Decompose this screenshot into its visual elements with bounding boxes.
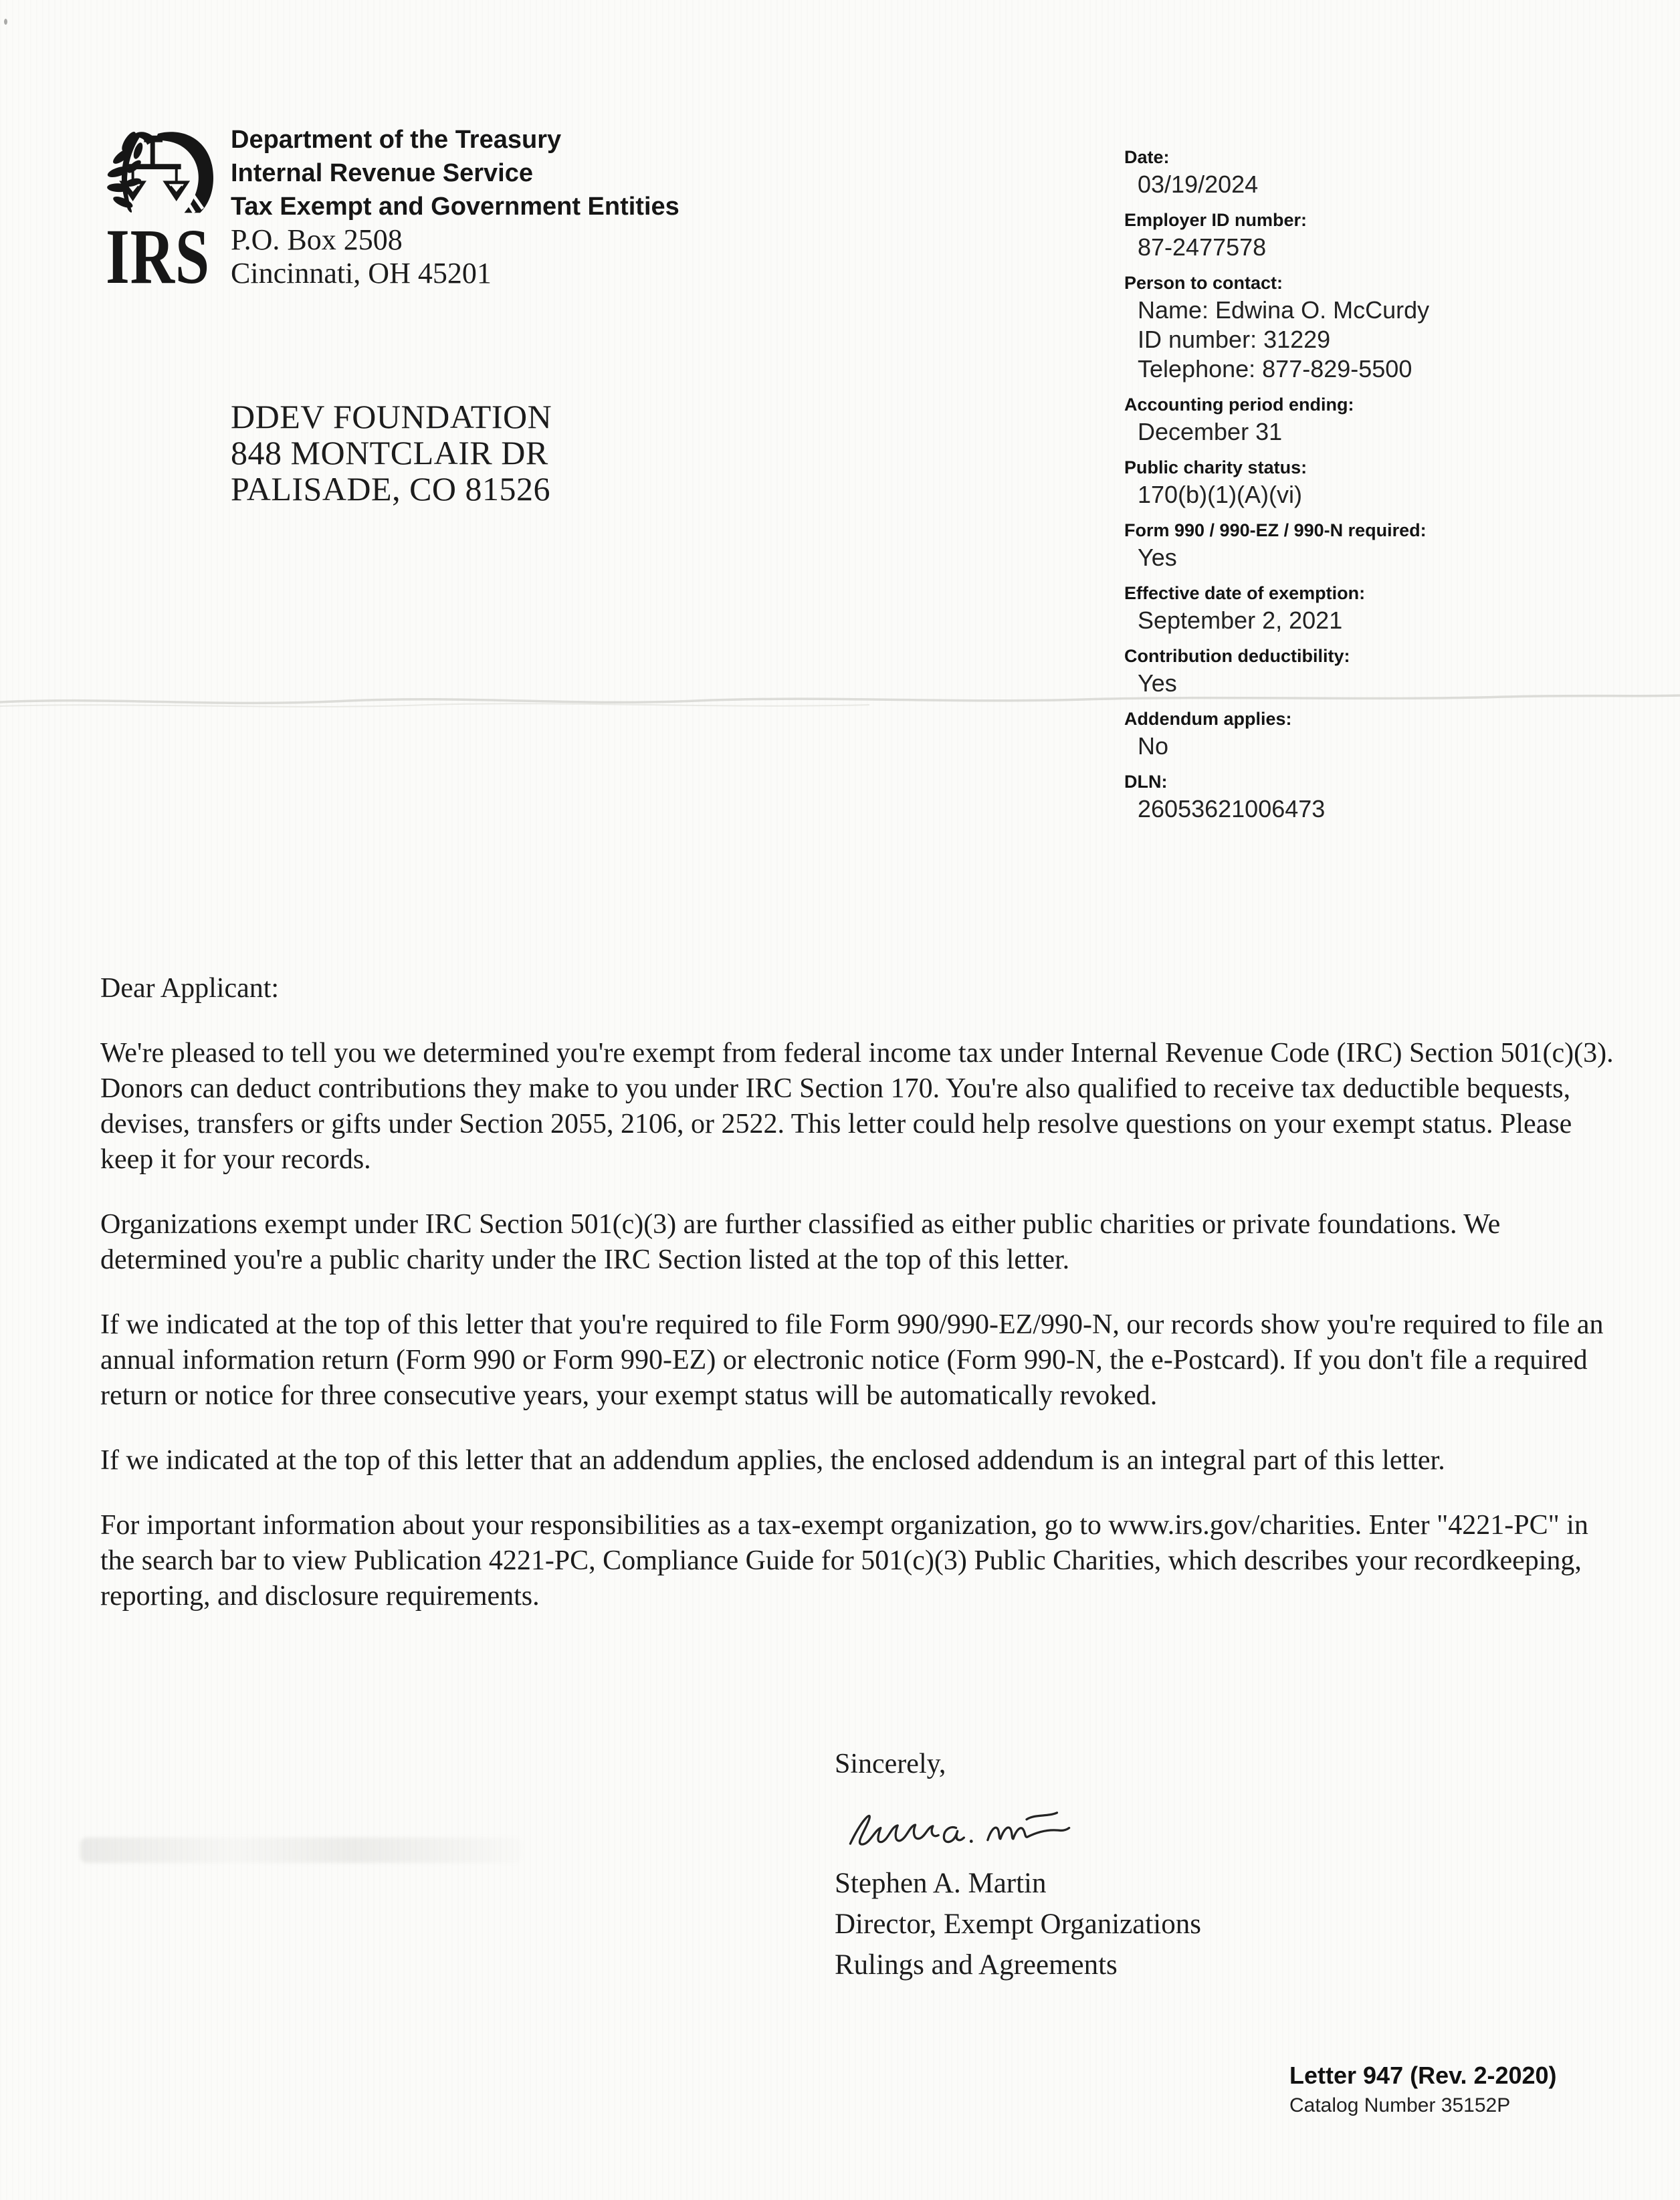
irs-logo-wordmark: IRS bbox=[106, 213, 210, 300]
info-field-value: 170(b)(1)(A)(vi) bbox=[1138, 481, 1303, 508]
info-field-public-charity-status bbox=[1124, 455, 1666, 510]
letter-footer bbox=[1289, 2060, 1637, 2120]
info-field-value: 03/19/2024 bbox=[1138, 171, 1259, 198]
info-field-value: Yes bbox=[1138, 669, 1177, 697]
recipient-address-block bbox=[231, 399, 552, 507]
catalog-number: Catalog Number 35152P bbox=[1289, 2094, 1511, 2116]
info-field-value: Yes bbox=[1138, 544, 1177, 571]
agency-address-line: Cincinnati, OH 45201 bbox=[231, 257, 492, 290]
info-field-value: Telephone: 877-829-5500 bbox=[1138, 355, 1412, 382]
info-field-label: Person to contact: bbox=[1124, 273, 1283, 293]
info-field-label: Date: bbox=[1124, 147, 1170, 167]
irs-eagle-scales-icon bbox=[106, 124, 221, 223]
info-field-dln bbox=[1124, 769, 1666, 824]
info-field-value: 87-2477578 bbox=[1138, 233, 1267, 261]
info-field-form-990-required bbox=[1124, 518, 1666, 572]
info-field-effective-date bbox=[1124, 580, 1666, 635]
info-field-date bbox=[1124, 144, 1666, 199]
recipient-city-state-zip: PALISADE, CO 81526 bbox=[231, 470, 551, 508]
info-field-accounting-period bbox=[1124, 392, 1666, 447]
agency-name-line: Department of the Treasury bbox=[231, 126, 562, 154]
body-paragraph-1: We're pleased to tell you we determined you're exempt from federal income tax under Internal Revenue Code (IRC) Section 501(c)(3). Donors can deduct contributions they make to you under IRC Section 170. You're also qualified to receive tax deductible bequests, devises, transfers or gifts under Section 2055, 2106, or 2522. This letter could help resolve questions on your exempt status. Please keep it for your records. bbox=[100, 1038, 1614, 1175]
body-paragraph-3: If we indicated at the top of this letter that you're required to file Form 990/990-EZ/990-N, our records show you're required to file an annual information return (Form 990 or Form 990-EZ) or electronic notice (Form 990-N, the e-Postcard). If you don't file a required return or notice for three consecutive years, your exempt status will be automatically revoked. bbox=[100, 1309, 1604, 1411]
eagle bbox=[132, 132, 213, 213]
agency-name-line: Internal Revenue Service bbox=[231, 159, 533, 187]
info-field-label: Contribution deductibility: bbox=[1124, 646, 1350, 666]
info-field-value: Name: Edwina O. McCurdy bbox=[1138, 296, 1430, 324]
bleed-through-smudge-artifact bbox=[80, 1838, 522, 1863]
info-field-value: 26053621006473 bbox=[1138, 795, 1326, 822]
recipient-name: DDEV FOUNDATION bbox=[231, 398, 552, 435]
letterhead-text bbox=[231, 123, 1033, 290]
info-field-label: DLN: bbox=[1124, 772, 1168, 792]
letter-body bbox=[100, 971, 1618, 1644]
body-paragraph-4: If we indicated at the top of this letter that an addendum applies, the enclosed addendum is an integral part of this letter. bbox=[100, 1445, 1445, 1476]
info-field-value: ID number: 31229 bbox=[1138, 326, 1331, 353]
scan-speck-artifact bbox=[4, 19, 7, 25]
signer-title-line: Rulings and Agreements bbox=[835, 1949, 1118, 1981]
info-field-label: Accounting period ending: bbox=[1124, 395, 1354, 415]
info-field-employer-id bbox=[1124, 207, 1666, 262]
signer-title-line: Director, Exempt Organizations bbox=[835, 1908, 1201, 1940]
info-field-value: December 31 bbox=[1138, 418, 1283, 445]
info-field-value: No bbox=[1138, 732, 1169, 760]
letter-number: Letter 947 (Rev. 2-2020) bbox=[1289, 2062, 1557, 2089]
handwritten-signature bbox=[836, 1791, 1437, 1862]
signature-block bbox=[835, 1747, 1437, 1985]
body-paragraph-5: For important information about your responsibilities as a tax-exempt organization, go to www.irs.gov/charities. Enter "4221-PC" in the search bar to view Publication 4221-PC, Compliance Guide for 501(c)(3) Public Charities, which describes your recordkeeping, reporting, and disclosure requirements. bbox=[100, 1510, 1588, 1612]
agency-address-line: P.O. Box 2508 bbox=[231, 223, 403, 256]
info-field-addendum-applies bbox=[1124, 706, 1666, 761]
info-field-label: Public charity status: bbox=[1124, 457, 1307, 477]
info-field-label: Employer ID number: bbox=[1124, 210, 1307, 230]
agency-name-line: Tax Exempt and Government Entities bbox=[231, 193, 679, 221]
info-field-label: Form 990 / 990-EZ / 990-N required: bbox=[1124, 520, 1427, 540]
body-paragraph-2: Organizations exempt under IRC Section 501(c)(3) are further classified as either public charities or private foundations. We determined you're a public charity under the IRC Section listed at the top of this letter. bbox=[100, 1209, 1501, 1275]
info-field-label: Addendum applies: bbox=[1124, 709, 1292, 729]
recipient-street: 848 MONTCLAIR DR bbox=[231, 434, 548, 471]
closing-line: Sincerely, bbox=[835, 1749, 946, 1779]
info-field-contribution-deductibility bbox=[1124, 643, 1666, 698]
laurel-branch bbox=[106, 130, 144, 213]
info-field-value: September 2, 2021 bbox=[1138, 607, 1343, 634]
irs-logo bbox=[106, 124, 226, 300]
salutation: Dear Applicant: bbox=[100, 973, 280, 1004]
info-field-label: Effective date of exemption: bbox=[1124, 583, 1366, 603]
info-field-person-to-contact bbox=[1124, 270, 1666, 384]
letter-info-panel bbox=[1124, 144, 1666, 832]
signer-name: Stephen A. Martin bbox=[835, 1868, 1047, 1899]
